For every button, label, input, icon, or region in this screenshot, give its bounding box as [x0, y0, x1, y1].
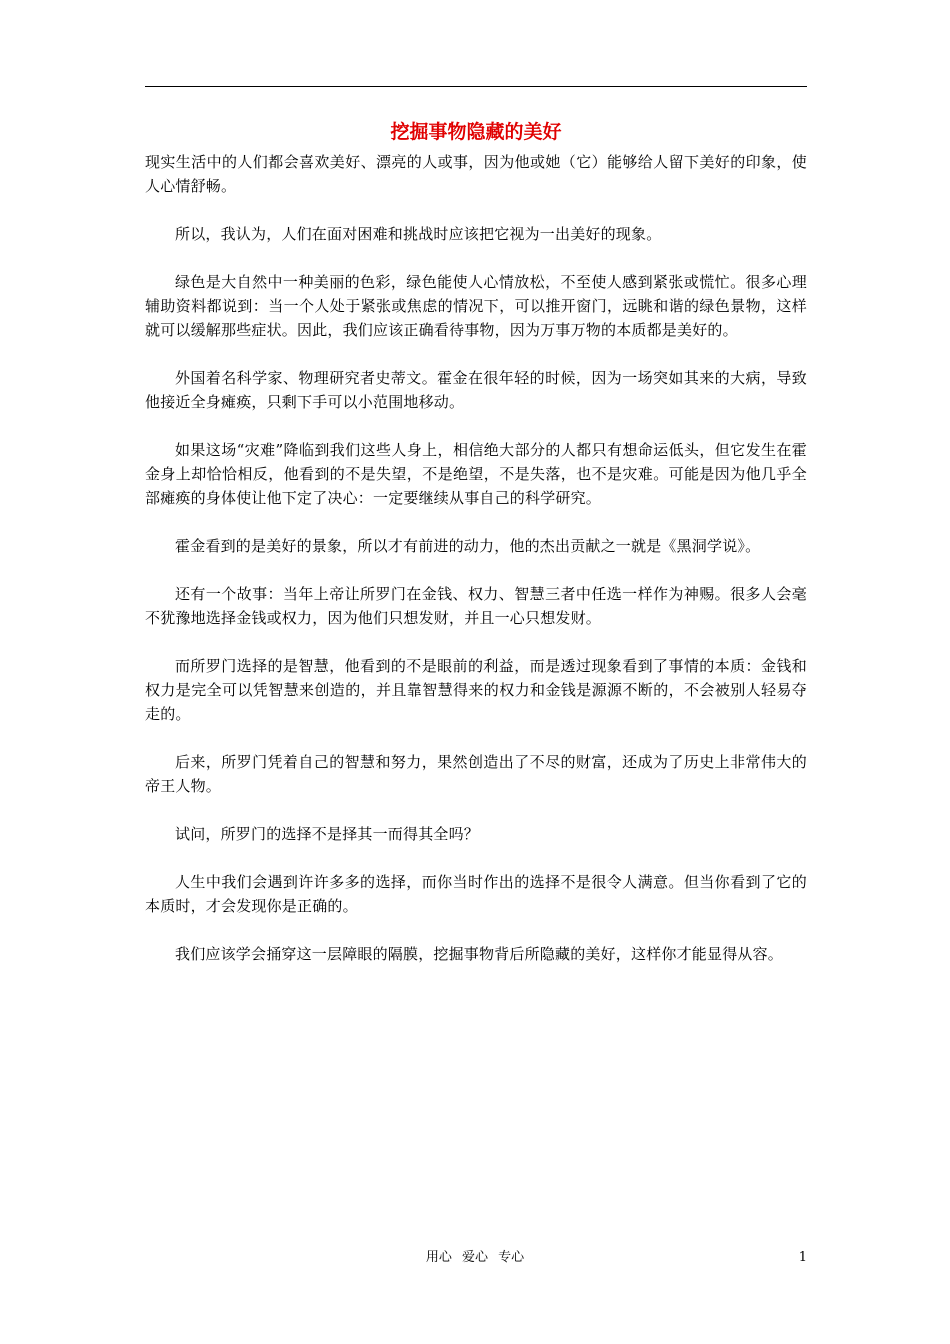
- paragraph: 现实生活中的人们都会喜欢美好、漂亮的人或事，因为他或她（它）能够给人留下美好的印象，使人心情舒畅。: [145, 153, 807, 195]
- paragraph: 试问，所罗门的选择不是择其一而得其全吗？: [175, 825, 480, 843]
- paragraph: 后来，所罗门凭着自己的智慧和努力，果然创造出了不尽的财富，还成为了历史上非常伟大的帝王人物。: [145, 753, 807, 795]
- page-number: 1: [798, 1250, 807, 1265]
- paragraph: 我们应该学会捅穿这一层障眼的隔膜，挖掘事物背后所隐藏的美好，这样你才能显得从容。: [175, 945, 784, 963]
- paragraph: 而所罗门选择的是智慧，他看到的不是眼前的利益，而是透过现象看到了事情的本质：金钱和权力是完全可以凭智慧来创造的，并且靠智慧得来的权力和金钱是源源不断的，不会被别人轻易夺走的。: [145, 657, 807, 723]
- paragraph: 所以，我认为，人们在面对困难和挑战时应该把它视为一出美好的现象。: [175, 225, 662, 243]
- paragraph: 绿色是大自然中一种美丽的色彩，绿色能使人心情放松，不至使人感到紧张或慌忙。很多心理辅助资料都说到：当一个人处于紧张或焦虑的情况下，可以推开窗门，远眺和谐的绿色景物，这样就可以缓解那些症状。因此，我们应该正确看待事物，因为万事万物的本质都是美好的。: [145, 273, 807, 339]
- paragraph: 霍金看到的是美好的景象，所以才有前进的动力，他的杰出贡献之一就是《黑洞学说》。: [175, 537, 761, 555]
- document-title: 挖掘事物隐藏的美好: [390, 121, 562, 143]
- paragraph: 还有一个故事：当年上帝让所罗门在金钱、权力、智慧三者中任选一样作为神赐。很多人会毫不犹豫地选择金钱或权力，因为他们只想发财，并且一心只想发财。: [145, 585, 807, 627]
- paragraph: 如果这场“灾难”降临到我们这些人身上，相信绝大部分的人都只有想命运低头，但它发生在霍金身上却恰恰相反，他看到的不是失望，不是绝望，不是失落，也不是灾难。可能是因为他几乎全部瘫痪的身体使让他下定了决心：一定要继续从事自己的科学研究。: [145, 441, 807, 507]
- paragraph: 外国着名科学家、物理研究者史蒂文。霍金在很年轻的时候，因为一场突如其来的大病，导致他接近全身瘫痪，只剩下手可以小范围地移动。: [145, 369, 807, 411]
- document-body: [145, 150, 807, 990]
- footer-text: 用心 爱心 专心: [425, 1250, 525, 1265]
- paragraph: 人生中我们会遇到许许多多的选择，而你当时作出的选择不是很令人满意。但当你看到了它的本质时，才会发现你是正确的。: [145, 873, 807, 915]
- header-rule: [145, 86, 807, 87]
